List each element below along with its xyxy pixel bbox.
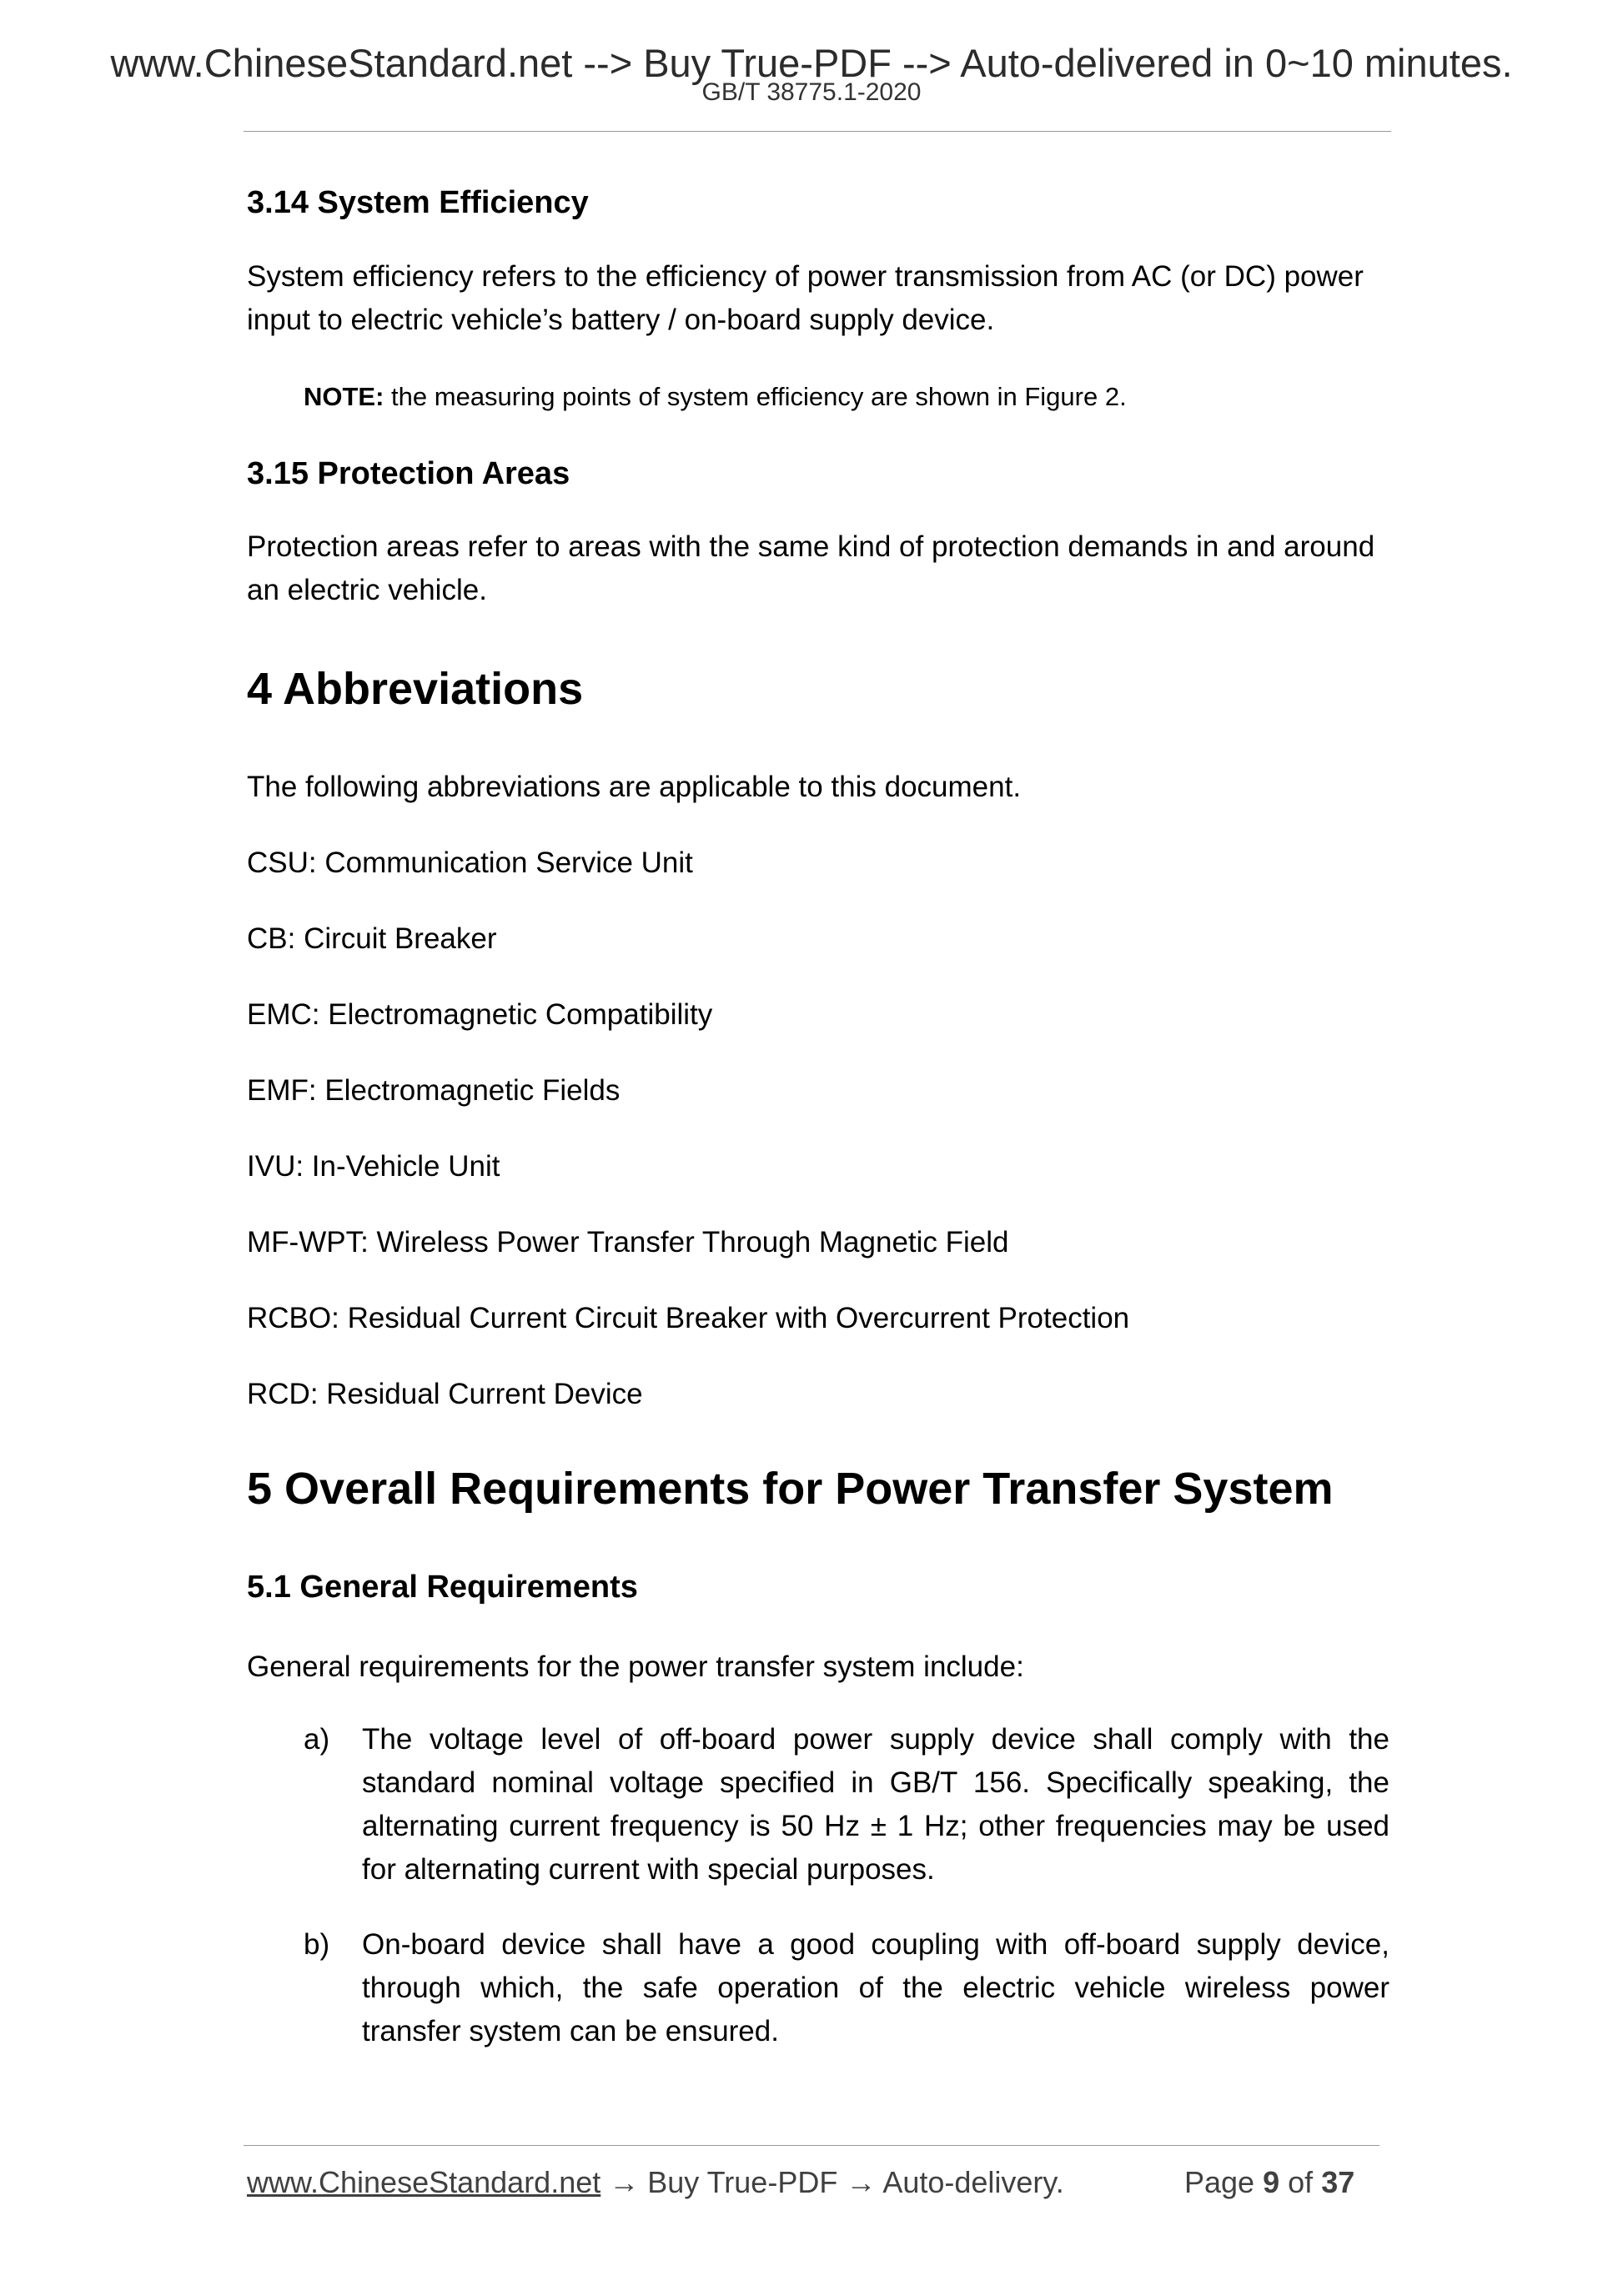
list-line: for alternating current with special purposes. [362,1853,935,1886]
list-marker: b) [304,1928,330,1961]
list-line: standard nominal voltage specified in GB/T 156. Specifically speaking, the [362,1766,1389,1799]
abbreviation-item: EMF: Electromagnetic Fields [247,1074,621,1107]
of-label: of [1288,2165,1314,2199]
list-line: On-board device shall have a good coupling with off-board supply device, [362,1928,1389,1961]
paragraph-3-15-line-1: Protection areas refer to areas with the same kind of protection demands in and around [247,530,1375,563]
paragraph-3-15-line-2: an electric vehicle. [247,574,487,606]
list-marker: a) [304,1723,330,1756]
list-line: transfer system can be ensured. [362,2015,779,2047]
page-number: 9 [1263,2165,1280,2199]
document-code: GB/T 38775.1-2020 [701,78,922,106]
footer-left [247,2164,1064,2201]
heading-4: 4 Abbreviations [247,664,584,714]
page-indicator [1184,2164,1354,2201]
note-text: the measuring points of system efficiency are shown in Figure 2. [384,382,1127,411]
abbreviation-item: RCD: Residual Current Device [247,1378,643,1410]
abbreviation-item: CSU: Communication Service Unit [247,847,693,879]
list-line: The voltage level of off-board power supply device shall comply with the [362,1723,1389,1756]
abbreviation-item: EMC: Electromagnetic Compatibility [247,998,713,1031]
list-line: alternating current frequency is 50 Hz ± 1 Hz; other frequencies may be used [362,1810,1389,1842]
top-banner: www.ChineseStandard.net --> Buy True-PDF --> Auto-delivered in 0~10 minutes. [110,41,1513,85]
paragraph-3-14-line-2: input to electric vehicle’s battery / on-board supply device. [247,304,995,336]
footer-website-link[interactable]: www.ChineseStandard.net [247,2165,601,2199]
abbreviations-intro: The following abbreviations are applicable to this document. [247,771,1022,803]
note-3-14 [304,380,1127,414]
heading-3-15: 3.15 Protection Areas [247,456,570,491]
heading-5-1: 5.1 General Requirements [247,1570,638,1605]
page-label: Page [1184,2165,1255,2199]
paragraph-3-14-line-1: System efficiency refers to the efficiency of power transmission from AC (or DC) power [247,260,1364,293]
requirements-intro: General requirements for the power transfer system include: [247,1650,1024,1683]
footer-tagline: → Buy True-PDF → Auto-delivery. [600,2165,1064,2199]
abbreviation-item: MF-WPT: Wireless Power Transfer Through Magnetic Field [247,1226,1009,1259]
abbreviation-item: RCBO: Residual Current Circuit Breaker with Overcurrent Protection [247,1302,1130,1334]
abbreviation-item: CB: Circuit Breaker [247,922,497,955]
footer-divider [244,2145,1379,2146]
heading-5: 5 Overall Requirements for Power Transfer System [247,1464,1334,1514]
abbreviation-item: IVU: In-Vehicle Unit [247,1150,500,1183]
page-total: 37 [1321,2165,1355,2199]
note-label: NOTE: [304,382,384,411]
heading-3-14: 3.14 System Efficiency [247,185,589,220]
header-divider [244,131,1391,132]
list-line: through which, the safe operation of the electric vehicle wireless power [362,1972,1389,2004]
